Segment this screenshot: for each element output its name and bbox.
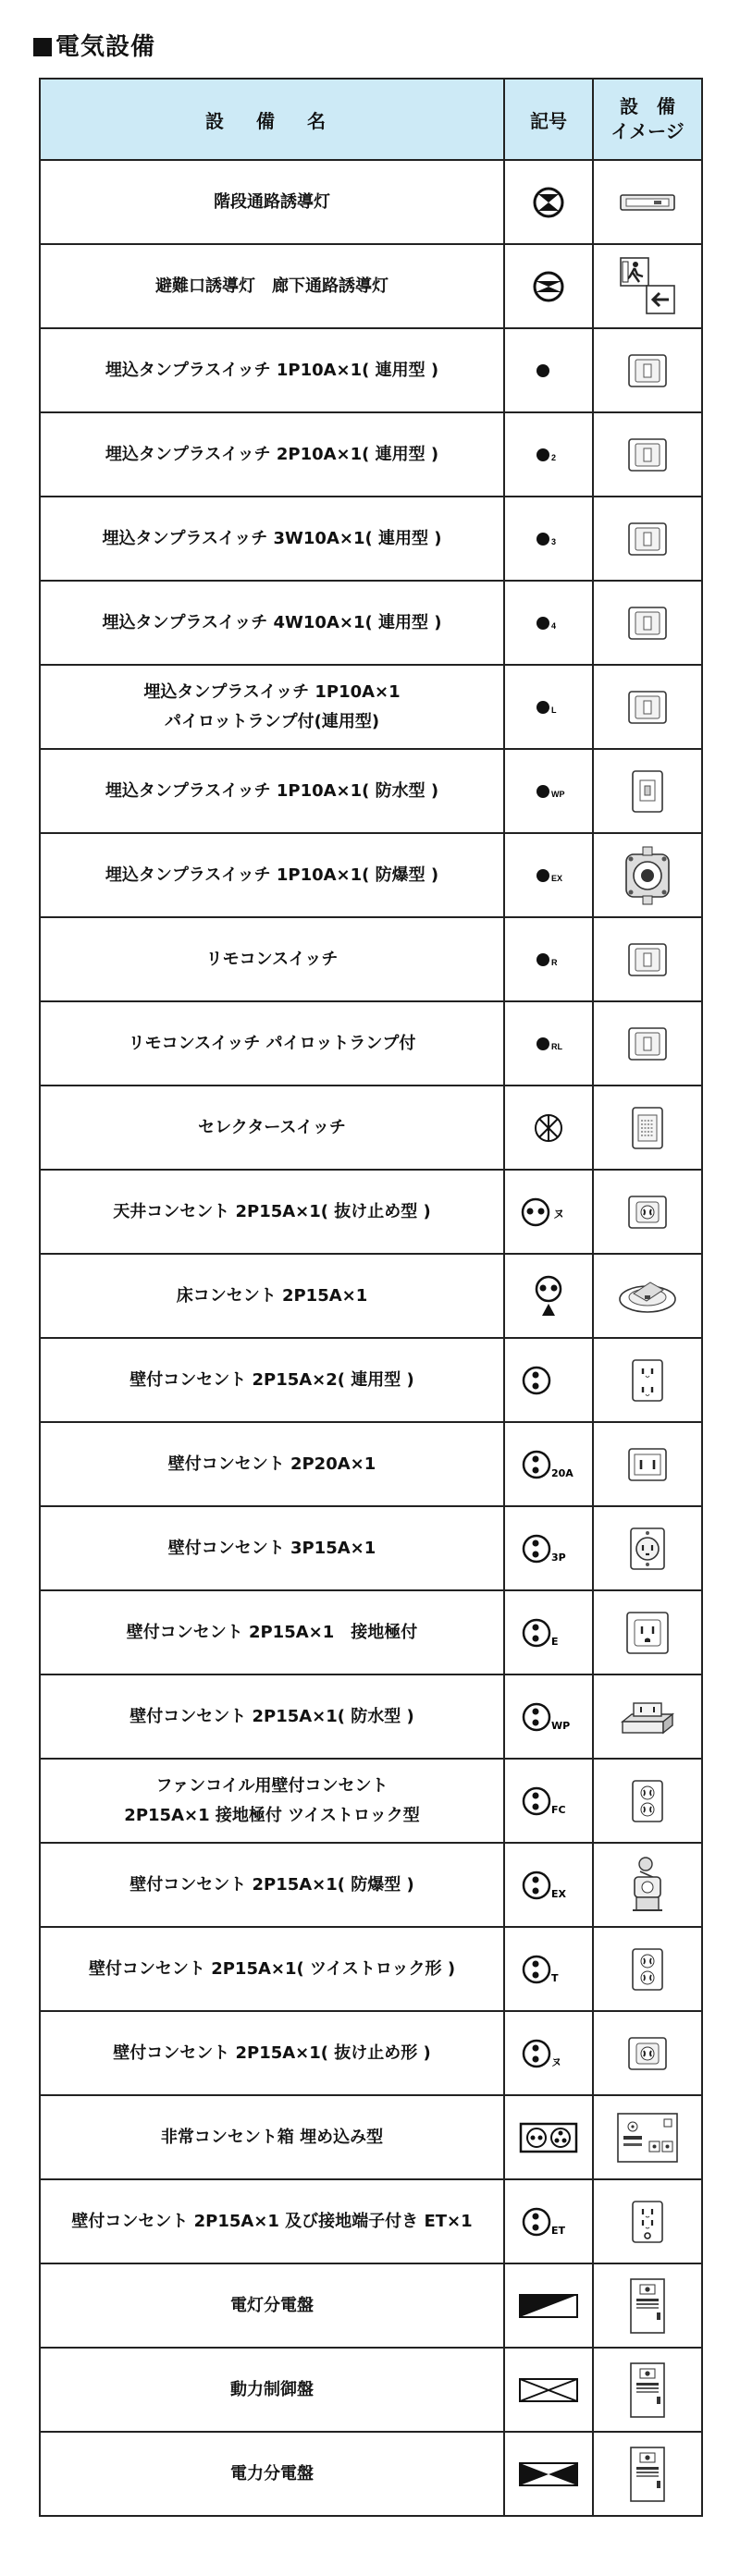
equipment-name bbox=[40, 833, 504, 917]
table-row bbox=[40, 1927, 702, 2011]
section-title bbox=[33, 28, 155, 62]
equipment-name bbox=[40, 244, 504, 328]
equipment-name-text: 壁付コンセント 2P15A×1 及び接地端子付き ET×1 bbox=[71, 2211, 473, 2231]
emergency-box-image-icon bbox=[593, 2095, 702, 2179]
outlet-symbol-icon bbox=[504, 1674, 593, 1759]
equipment-name-text: 壁付コンセント 2P15A×1( ツイストロック形 ) bbox=[88, 1958, 456, 1979]
equipment-name-text: 埋込タンプラスイッチ 1P10A×1 bbox=[143, 682, 401, 702]
switch-plate-image-icon bbox=[593, 412, 702, 497]
switch-plate-image-icon bbox=[593, 917, 702, 1001]
power-control-symbol-icon bbox=[504, 2348, 593, 2432]
svg-text:2: 2 bbox=[551, 452, 557, 462]
equipment-name bbox=[40, 1843, 504, 1927]
equipment-name bbox=[40, 2095, 504, 2179]
table-row bbox=[40, 749, 702, 833]
svg-text:WP: WP bbox=[551, 1719, 571, 1732]
equipment-name-text: 壁付コンセント 2P15A×1( 防爆型 ) bbox=[130, 1874, 414, 1895]
single-outlet-image-icon bbox=[593, 1422, 702, 1506]
table-row bbox=[40, 1759, 702, 1843]
equipment-name bbox=[40, 581, 504, 665]
table-row bbox=[40, 917, 702, 1001]
outlet-symbol-icon bbox=[504, 1422, 593, 1506]
switch-plate-image-icon bbox=[593, 328, 702, 412]
outlet-symbol-icon bbox=[504, 1843, 593, 1927]
switch-dot-icon bbox=[504, 581, 593, 665]
switch-dot-icon bbox=[504, 665, 593, 749]
table-row bbox=[40, 2179, 702, 2263]
equipment-name bbox=[40, 2263, 504, 2348]
panel-board-image-icon bbox=[593, 2432, 702, 2516]
equipment-name bbox=[40, 1086, 504, 1170]
svg-text:R: R bbox=[551, 957, 558, 967]
switch-dot-icon bbox=[504, 328, 593, 412]
table-row bbox=[40, 1590, 702, 1674]
equipment-table bbox=[39, 78, 703, 2517]
svg-text:T: T bbox=[551, 1971, 559, 1984]
table-row bbox=[40, 1170, 702, 1254]
equipment-name bbox=[40, 1506, 504, 1590]
table-header-row bbox=[40, 79, 702, 160]
equipment-name bbox=[40, 412, 504, 497]
svg-text:3P: 3P bbox=[551, 1551, 566, 1564]
locking-outlet-image-icon bbox=[593, 2011, 702, 2095]
equipment-name bbox=[40, 497, 504, 581]
equipment-name-text: 壁付コンセント 2P15A×1 接地極付 bbox=[126, 1622, 418, 1642]
svg-text:RL: RL bbox=[551, 1041, 562, 1051]
switch-dot-icon bbox=[504, 412, 593, 497]
svg-text:L: L bbox=[551, 705, 557, 715]
outlet-symbol-icon bbox=[504, 1506, 593, 1590]
selector-panel-image-icon bbox=[593, 1086, 702, 1170]
outlet-symbol-icon bbox=[504, 2179, 593, 2263]
equipment-name bbox=[40, 1422, 504, 1506]
locking-outlet-image-icon bbox=[593, 1170, 702, 1254]
svg-text:4: 4 bbox=[551, 620, 557, 631]
equipment-name-text-line2: 2P15A×1 接地極付 ツイストロック型 bbox=[124, 1805, 420, 1825]
table-row bbox=[40, 2011, 702, 2095]
floor-outlet-image-icon bbox=[593, 1254, 702, 1338]
table-row bbox=[40, 2095, 702, 2179]
equipment-name bbox=[40, 1759, 504, 1843]
equipment-name bbox=[40, 2432, 504, 2516]
switch-plate-image-icon bbox=[593, 665, 702, 749]
section-title-text: 電気設備 bbox=[56, 33, 156, 61]
equipment-name-text: 壁付コンセント 2P20A×1 bbox=[167, 1454, 376, 1474]
equipment-name-text: 埋込タンプラスイッチ 4W10A×1( 連用型 ) bbox=[102, 612, 442, 632]
equipment-name bbox=[40, 1254, 504, 1338]
exit-guide-light-symbol-icon bbox=[504, 244, 593, 328]
table-row bbox=[40, 328, 702, 412]
equipment-name bbox=[40, 2348, 504, 2432]
equipment-name bbox=[40, 160, 504, 244]
equipment-name-text: 避難口誘導灯 廊下通路誘導灯 bbox=[155, 276, 388, 296]
table-row bbox=[40, 1843, 702, 1927]
header-image-line1: 設 備 bbox=[620, 95, 675, 117]
equipment-name-text: リモコンスイッチ bbox=[205, 949, 339, 969]
equipment-name-text: 埋込タンプラスイッチ 3W10A×1( 連用型 ) bbox=[102, 528, 442, 548]
waterproof-outlet-image-icon bbox=[593, 1674, 702, 1759]
waterproof-switch-image-icon bbox=[593, 749, 702, 833]
twistlock-outlet-image-icon bbox=[593, 1927, 702, 2011]
table-row bbox=[40, 2432, 702, 2516]
equipment-name bbox=[40, 1590, 504, 1674]
table-row bbox=[40, 581, 702, 665]
equipment-name-text: 床コンセント 2P15A×1 bbox=[176, 1285, 368, 1306]
table-row bbox=[40, 665, 702, 749]
equipment-name-text: 壁付コンセント 3P15A×1 bbox=[167, 1538, 376, 1558]
equipment-name-text: 動力制御盤 bbox=[230, 2379, 314, 2399]
equipment-name-text: 埋込タンプラスイッチ 1P10A×1( 連用型 ) bbox=[105, 360, 439, 380]
3p-outlet-image-icon bbox=[593, 1506, 702, 1590]
svg-text:EX: EX bbox=[551, 873, 563, 883]
header-image-line2: イメージ bbox=[610, 120, 684, 142]
equipment-name-text: リモコンスイッチ パイロットランプ付 bbox=[128, 1033, 416, 1053]
table-row bbox=[40, 1506, 702, 1590]
header-image bbox=[593, 79, 702, 160]
panel-board-image-icon bbox=[593, 2348, 702, 2432]
table-row bbox=[40, 1338, 702, 1422]
equipment-name bbox=[40, 1338, 504, 1422]
svg-text:ヌ: ヌ bbox=[551, 2055, 561, 2068]
equipment-name-text: 埋込タンプラスイッチ 2P10A×1( 連用型 ) bbox=[105, 444, 439, 464]
equipment-name-text: 埋込タンプラスイッチ 1P10A×1( 防水型 ) bbox=[105, 780, 439, 801]
table-row bbox=[40, 1086, 702, 1170]
equipment-name-text: 階段通路誘導灯 bbox=[214, 191, 330, 212]
equipment-name bbox=[40, 1170, 504, 1254]
equipment-name bbox=[40, 665, 504, 749]
switch-plate-image-icon bbox=[593, 581, 702, 665]
header-symbol: 記号 bbox=[504, 79, 593, 160]
table-row bbox=[40, 833, 702, 917]
switch-dot-icon bbox=[504, 917, 593, 1001]
svg-text:WP: WP bbox=[551, 789, 565, 799]
switch-plate-image-icon bbox=[593, 497, 702, 581]
svg-text:ET: ET bbox=[551, 2224, 566, 2237]
grounded-outlet-image-icon bbox=[593, 1590, 702, 1674]
outlet-symbol-icon bbox=[504, 2011, 593, 2095]
twistlock-outlet-image-icon bbox=[593, 1759, 702, 1843]
equipment-name-text: 非常コンセント箱 埋め込み型 bbox=[160, 2127, 384, 2147]
explosion-proof-switch-image-icon bbox=[593, 833, 702, 917]
equipment-name bbox=[40, 1001, 504, 1086]
table-row bbox=[40, 160, 702, 244]
header-equipment-name: 設 備 名 bbox=[40, 79, 504, 160]
equipment-name bbox=[40, 2179, 504, 2263]
outlet-symbol-icon bbox=[504, 1338, 593, 1422]
svg-text:ヌ: ヌ bbox=[553, 1207, 565, 1221]
svg-text:E: E bbox=[551, 1635, 559, 1648]
equipment-name bbox=[40, 749, 504, 833]
switch-plate-image-icon bbox=[593, 1001, 702, 1086]
outlet-symbol-icon bbox=[504, 1590, 593, 1674]
svg-text:3: 3 bbox=[551, 536, 557, 546]
equipment-name-text: ファンコイル用壁付コンセント bbox=[155, 1776, 388, 1796]
equipment-name-text: セレクタースイッチ bbox=[198, 1117, 346, 1137]
equipment-name bbox=[40, 2011, 504, 2095]
explosion-proof-outlet-image-icon bbox=[593, 1843, 702, 1927]
table-row bbox=[40, 1422, 702, 1506]
outlet-symbol-icon bbox=[504, 1927, 593, 2011]
table-row bbox=[40, 412, 702, 497]
equipment-name-text: 天井コンセント 2P15A×1( 抜け止め型 ) bbox=[113, 1201, 431, 1221]
table-row bbox=[40, 244, 702, 328]
selector-symbol-icon bbox=[504, 1086, 593, 1170]
duplex-outlet-image-icon bbox=[593, 1338, 702, 1422]
equipment-name-text: 壁付コンセント 2P15A×2( 連用型 ) bbox=[130, 1369, 414, 1390]
table-row bbox=[40, 2263, 702, 2348]
stair-guide-light-symbol-icon bbox=[504, 160, 593, 244]
square-bullet-icon bbox=[33, 38, 52, 56]
svg-text:EX: EX bbox=[551, 1887, 566, 1900]
outlet-symbol-icon bbox=[504, 1759, 593, 1843]
equipment-name bbox=[40, 917, 504, 1001]
lighting-panel-symbol-icon bbox=[504, 2263, 593, 2348]
panel-board-image-icon bbox=[593, 2263, 702, 2348]
equipment-name-text-line2: パイロットランプ付(連用型) bbox=[164, 711, 380, 731]
table-row bbox=[40, 1001, 702, 1086]
svg-text:20A: 20A bbox=[551, 1466, 574, 1479]
grounded-terminal-outlet-image-icon bbox=[593, 2179, 702, 2263]
switch-dot-icon bbox=[504, 1001, 593, 1086]
table-row bbox=[40, 497, 702, 581]
exit-sign-image-icon bbox=[593, 244, 702, 328]
table-row bbox=[40, 2348, 702, 2432]
equipment-name bbox=[40, 1674, 504, 1759]
equipment-name bbox=[40, 328, 504, 412]
guide-light-image-icon bbox=[593, 160, 702, 244]
table-row bbox=[40, 1254, 702, 1338]
equipment-name-text: 壁付コンセント 2P15A×1( 防水型 ) bbox=[130, 1706, 414, 1726]
equipment-name-text: 電灯分電盤 bbox=[230, 2295, 314, 2315]
table-row bbox=[40, 1674, 702, 1759]
equipment-name-text: 壁付コンセント 2P15A×1( 抜け止め形 ) bbox=[113, 2042, 431, 2063]
switch-dot-icon bbox=[504, 749, 593, 833]
switch-dot-icon bbox=[504, 833, 593, 917]
svg-text:FC: FC bbox=[551, 1803, 566, 1816]
power-panel-symbol-icon bbox=[504, 2432, 593, 2516]
ceiling-outlet-symbol-icon bbox=[504, 1170, 593, 1254]
equipment-name-text: 電力分電盤 bbox=[230, 2463, 314, 2484]
equipment-name bbox=[40, 1927, 504, 2011]
equipment-name-text: 埋込タンプラスイッチ 1P10A×1( 防爆型 ) bbox=[105, 865, 439, 885]
emergency-outlet-symbol-icon bbox=[504, 2095, 593, 2179]
switch-dot-icon bbox=[504, 497, 593, 581]
floor-outlet-symbol-icon bbox=[504, 1254, 593, 1338]
